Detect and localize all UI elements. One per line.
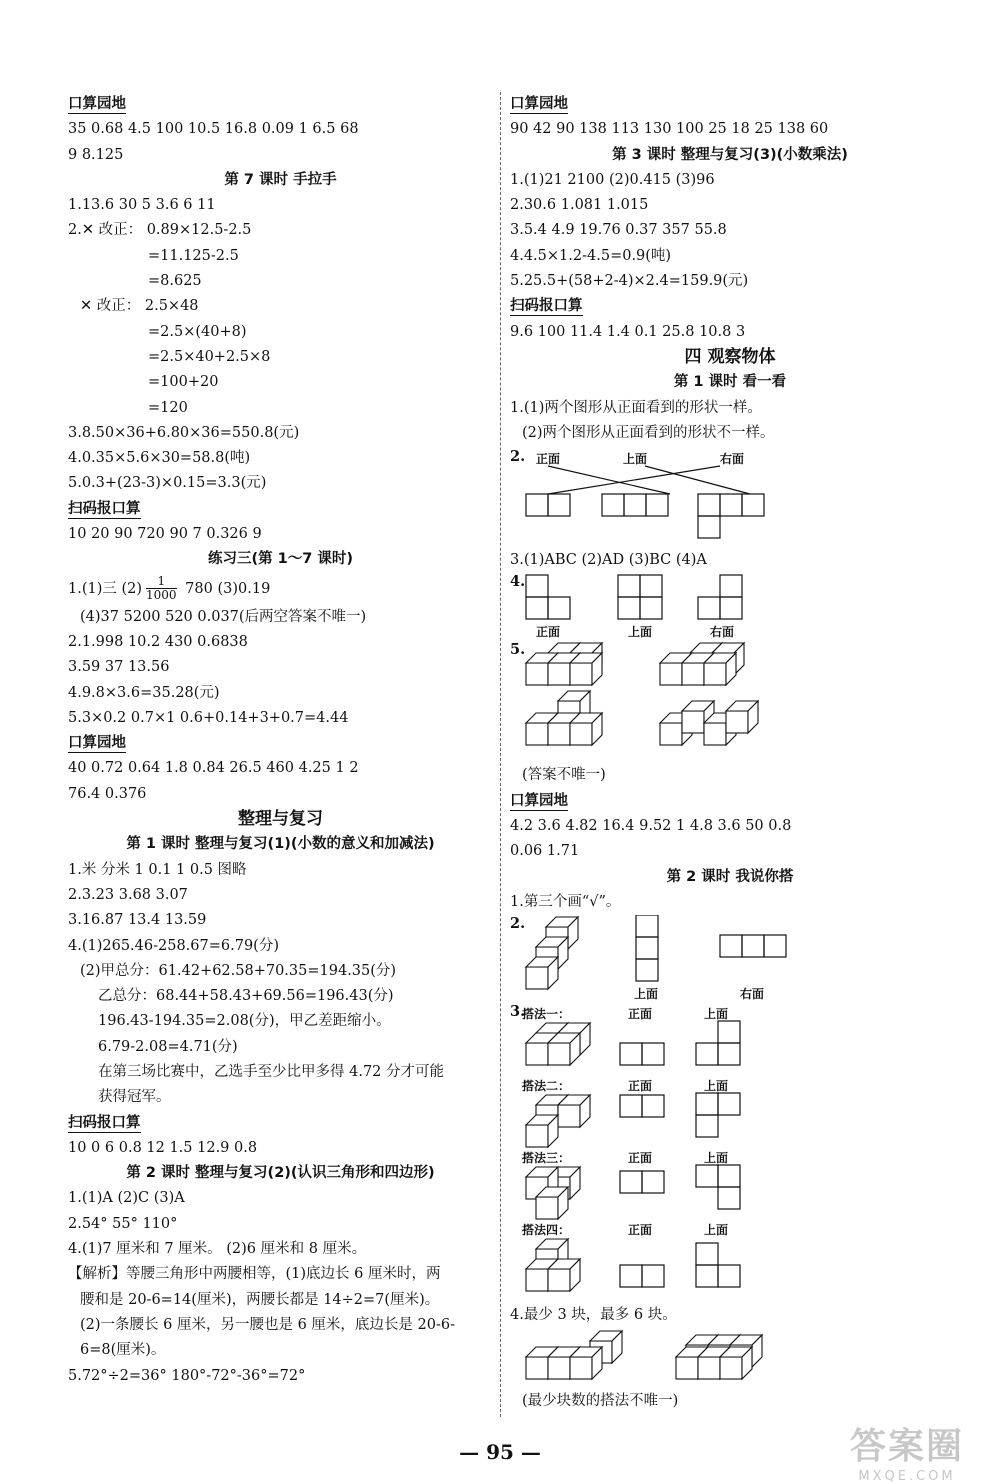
fraction — [146, 575, 177, 602]
section-heading: 扫码报口算 — [510, 298, 583, 315]
view-shape-right — [698, 494, 764, 538]
unit-title: 整理与复习 — [238, 809, 323, 830]
lesson-title: 第 1 课时 整理与复习(1)(小数的意义和加减法) — [126, 836, 435, 853]
method-2-cubes — [526, 1095, 590, 1147]
answer-line: 5.3×0.2 0.7×1 0.6+0.14+3+0.7=4.44 — [68, 709, 349, 726]
answer-line: 10 0 6 0.8 12 1.5 12.9 0.8 — [68, 1139, 258, 1156]
answer-line: 9 8.125 — [68, 146, 124, 163]
answer-text: 780 (3)0.19 — [180, 580, 271, 597]
right-column — [510, 92, 950, 1414]
lesson-title: 第 3 课时 整理与复习(3)(小数乘法) — [612, 146, 848, 163]
lesson-title: 第 2 课时 我说你搭 — [666, 868, 794, 885]
answer-line: =120 — [148, 399, 188, 416]
method-4-cubes — [526, 1239, 580, 1291]
view-shape-right — [720, 935, 786, 957]
answer-line: 1.(1)21 2100 (2)0.415 (3)96 — [510, 171, 715, 188]
view-shape-front — [526, 575, 570, 619]
answer-line: 196.43-194.35=2.08(分)，甲乙差距缩小。 — [98, 1013, 391, 1030]
unit-title: 四 观察物体 — [684, 346, 776, 367]
column-divider — [500, 92, 501, 1417]
build-methods-svg — [510, 1003, 810, 1303]
view-label-top: 上面 — [628, 625, 653, 640]
answer-line: 在第三场比赛中，乙选手至少比甲多得 4.72 分才可能 — [98, 1063, 445, 1080]
cube-structure-1 — [526, 643, 602, 685]
answer-line: =2.5×40+2.5×8 — [148, 348, 271, 365]
answer-line: 2.✕ 改正： 0.89×12.5-2.5 — [68, 222, 252, 239]
lesson-title: 第 2 课时 整理与复习(2)(认识三角形和四边形) — [126, 1165, 435, 1182]
answer-line: 4.(1)265.46-258.67=6.79(分) — [68, 937, 279, 954]
answer-line: 90 42 90 138 113 130 100 25 18 25 138 60 — [510, 121, 829, 138]
min-max-svg — [510, 1329, 810, 1389]
section-heading: 口算园地 — [510, 792, 568, 809]
answer-line: =8.625 — [148, 273, 202, 290]
view-label-front: 正面 — [536, 625, 561, 640]
section-heading: 扫码报口算 — [68, 500, 141, 517]
answer-line: (2)甲总分：61.42+62.58+70.35=194.35(分) — [80, 962, 397, 979]
cube-structure-3 — [526, 691, 602, 745]
max-cubes — [676, 1335, 762, 1379]
answer-line: 3.5.4 4.9 19.76 0.37 357 55.8 — [510, 222, 727, 239]
answer-line: 2.1.998 10.2 430 0.6838 — [68, 633, 248, 650]
question-number: 2. — [510, 448, 526, 466]
method-1-front-view — [620, 1043, 664, 1065]
method-label: 搭法二： — [522, 1079, 571, 1094]
method-1-cubes — [526, 1023, 590, 1065]
answer-line: 9.6 100 11.4 1.4 0.1 25.8 10.8 3 — [510, 323, 746, 340]
section-heading: 扫码报口算 — [68, 1114, 141, 1131]
view-label-front: 正面 — [628, 1007, 653, 1022]
section-heading: 口算园地 — [68, 735, 126, 752]
view-shape-top — [602, 494, 668, 516]
answer-line: 5.25.5+(58+2-4)×2.4=159.9(元) — [510, 273, 749, 290]
build-views-figure — [510, 915, 950, 1003]
views-svg — [510, 573, 810, 623]
views-figure — [510, 573, 950, 641]
answer-line: 4.9.8×3.6=35.28(元) — [68, 684, 220, 701]
answer-line: 3.(1)ABC (2)AD (3)BC (4)A — [510, 552, 707, 569]
answer-line: (最少块数的搭法不唯一) — [522, 1392, 679, 1409]
section-heading: 口算园地 — [510, 96, 568, 112]
answer-line: 4.(1)7 厘米和 7 厘米。 (2)6 厘米和 8 厘米。 — [68, 1241, 367, 1258]
fraction-denominator: 1000 — [146, 588, 177, 603]
answer-line: (2)一条腰长 6 厘米，另一腰也是 6 厘米，底边长是 20-6- — [80, 1316, 456, 1333]
view-shape-right — [698, 575, 742, 619]
answer-text: 1.(1)三 (2) — [68, 580, 143, 597]
answer-line: 2.54° 55° 110° — [68, 1215, 178, 1232]
question-number: 3. — [510, 1003, 526, 1021]
answer-line: 5.72°÷2=36° 180°-72°-36°=72° — [68, 1367, 306, 1384]
view-shape-top — [618, 575, 662, 619]
answer-line: 4.0.35×5.6×30=58.8(吨) — [68, 450, 251, 467]
method-3-top-view — [696, 1165, 740, 1209]
answer-line: 6.79-2.08=4.71(分) — [98, 1038, 238, 1055]
answer-line: 5.0.3+(23-3)×0.15=3.3(元) — [68, 475, 267, 492]
lesson-title: 第 7 课时 手拉手 — [224, 171, 337, 188]
question-number: 2. — [510, 915, 526, 933]
min-cubes — [526, 1331, 622, 1379]
min-max-figure — [510, 1329, 950, 1389]
view-label-front: 正面 — [536, 452, 561, 467]
view-label-top: 上面 — [704, 1151, 729, 1166]
answer-line: ✕ 改正： 2.5×48 — [80, 298, 199, 315]
answer-line: 1.第三个画“√”。 — [510, 893, 621, 910]
view-shape-front — [526, 494, 570, 516]
answer-line: 1.13.6 30 5 3.6 6 11 — [68, 197, 216, 214]
answer-line: 3.8.50×36+6.80×36=550.8(元) — [68, 424, 300, 441]
method-4-top-view — [696, 1243, 740, 1287]
cube-structure-4 — [660, 701, 758, 745]
left-column — [68, 92, 493, 1389]
matching-lines-svg — [510, 446, 810, 548]
view-label-top: 上面 — [704, 1223, 729, 1238]
view-label-right: 右面 — [710, 625, 735, 640]
answer-line: =100+20 — [148, 374, 219, 391]
view-label-right: 右面 — [740, 987, 765, 1002]
answer-line: 1.(1)A (2)C (3)A — [68, 1190, 185, 1207]
view-label-top: 上面 — [704, 1079, 729, 1094]
answer-line-fraction — [68, 573, 493, 605]
answer-line: 1.米 分米 1 0.1 1 0.5 图略 — [68, 861, 247, 878]
lesson-title: 练习三(第 1～7 课时) — [207, 551, 354, 568]
question-number: 5. — [510, 641, 526, 659]
answer-line: =11.125-2.5 — [148, 247, 239, 264]
answer-line: 6=8(厘米)。 — [80, 1342, 166, 1359]
cube-structure-2 — [660, 643, 744, 685]
view-label-front: 正面 — [628, 1151, 653, 1166]
answer-line: 4.4.5×1.2-4.5=0.9(吨) — [510, 247, 672, 264]
page-number: — 95 — — [459, 1440, 541, 1464]
answer-line: 3.59 37 13.56 — [68, 659, 170, 676]
method-label: 搭法一： — [522, 1007, 571, 1022]
cube-structure — [526, 917, 578, 989]
view-label-front: 正面 — [628, 1223, 653, 1238]
view-label-top: 上面 — [634, 987, 659, 1002]
watermark-url: MXQE.COM — [858, 1469, 956, 1484]
answer-line: 4.2 3.6 4.82 16.4 9.52 1 4.8 3.6 50 0.8 — [510, 818, 792, 835]
answer-line: 10 20 90 720 90 7 0.326 9 — [68, 526, 262, 543]
answer-line: 40 0.72 0.64 1.8 0.84 26.5 460 4.25 1 2 — [68, 760, 359, 777]
view-label-top: 上面 — [623, 452, 648, 467]
method-label: 搭法四： — [522, 1223, 571, 1238]
answer-line: 76.4 0.376 — [68, 785, 147, 802]
answer-line: 【解析】等腰三角形中两腰相等，(1)底边长 6 厘米时，两 — [68, 1266, 441, 1283]
answer-line: 2.30.6 1.081 1.015 — [510, 197, 649, 214]
answer-line: 腰和是 20-6=14(厘米)，两腰长都是 14÷2=7(厘米)。 — [80, 1291, 440, 1308]
method-1-top-view — [696, 1021, 740, 1065]
method-2-top-view — [696, 1093, 740, 1137]
answer-line: 3.16.87 13.4 13.59 — [68, 912, 207, 929]
answer-line: =2.5×(40+8) — [148, 323, 247, 340]
answer-line: 0.06 1.71 — [510, 843, 580, 860]
answer-line: 乙总分：68.44+58.43+69.56=196.43(分) — [98, 988, 394, 1005]
watermark-logo: 答案圈 — [849, 1426, 964, 1467]
match-line — [548, 466, 670, 494]
match-line — [548, 466, 720, 494]
answer-line: 4.最少 3 块，最多 6 块。 — [510, 1307, 677, 1324]
view-label-top: 上面 — [704, 1007, 729, 1022]
matching-figure — [510, 446, 950, 548]
method-3-front-view — [620, 1171, 664, 1193]
answer-line: 35 0.68 4.5 100 10.5 16.8 0.09 1 6.5 68 — [68, 121, 359, 138]
section-heading: 口算园地 — [68, 96, 126, 112]
answer-line: 1.(1)两个图形从正面看到的形状一样。 — [510, 399, 762, 416]
fraction-numerator: 1 — [157, 574, 166, 589]
method-2-front-view — [620, 1095, 664, 1117]
answer-line: (2)两个图形从正面看到的形状不一样。 — [522, 424, 775, 441]
view-shape-top — [636, 915, 658, 981]
isometric-figure — [510, 641, 950, 763]
answer-line: (答案不唯一) — [522, 767, 606, 784]
answer-line: (4)37 5200 520 0.037(后两空答案不唯一) — [80, 608, 367, 625]
build-views-svg — [510, 915, 810, 1003]
view-label-front: 正面 — [628, 1079, 653, 1094]
answer-line: 2.3.23 3.68 3.07 — [68, 886, 188, 903]
build-methods-figure — [510, 1003, 950, 1303]
question-number: 4. — [510, 573, 526, 591]
method-4-front-view — [620, 1265, 664, 1287]
watermark — [832, 1418, 982, 1484]
method-label: 搭法三： — [522, 1151, 571, 1166]
answer-line: 获得冠军。 — [98, 1089, 171, 1106]
lesson-title: 第 1 课时 看一看 — [673, 374, 787, 391]
cube-drawings-svg — [510, 641, 810, 763]
method-3-cubes — [526, 1167, 580, 1219]
view-label-right: 右面 — [720, 452, 745, 467]
